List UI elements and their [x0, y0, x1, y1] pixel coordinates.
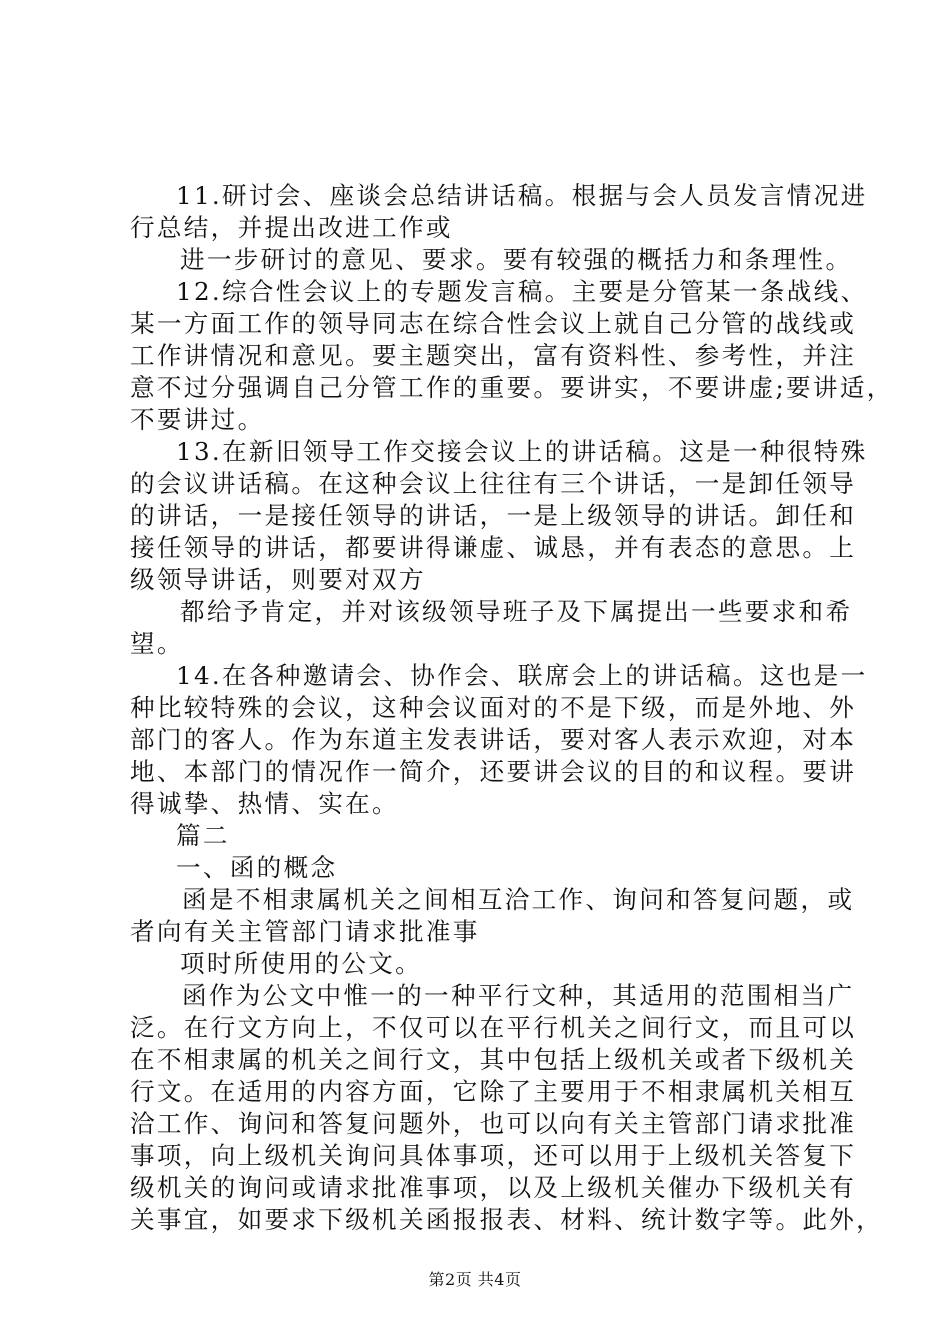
body-line: 函是不相隶属机关之间相互洽工作、询问和答复问题，或	[182, 885, 855, 914]
body-line: 级领导讲话，则要对双方	[130, 565, 426, 594]
body-line: 洽工作、询问和答复问题外，也可以向有关主管部门请求批准	[130, 1109, 857, 1138]
page-number: 第2页 共4页	[428, 1270, 522, 1289]
body-line: 者向有关主管部门请求批准事	[130, 917, 480, 946]
body-line: 某一方面工作的领导同志在综合性会议上就自己分管的战线或	[130, 309, 857, 338]
body-line: 11.研讨会、座谈会总结讲话稿。根据与会人员发言情况进	[176, 181, 868, 210]
body-line: 级机关的询问或请求批准事项，以及上级机关催办下级机关有	[130, 1173, 857, 1202]
body-line: 项时所使用的公文。	[180, 949, 423, 978]
body-line: 12.综合性会议上的专题发言稿。主要是分管某一条战线、	[176, 277, 868, 306]
body-line: 种比较特殊的会议，这种会议面对的不是下级，而是外地、外	[130, 693, 857, 722]
body-line: 部门的客人。作为东道主发表讲话，要对客人表示欢迎，对本	[130, 725, 857, 754]
body-line: 的讲话，一是接任领导的讲话，一是上级领导的讲话。卸任和	[130, 501, 857, 530]
body-line: 13.在新旧领导工作交接会议上的讲话稿。这是一种很特殊	[176, 437, 868, 466]
body-line: 得诚挚、热情、实在。	[130, 789, 399, 818]
body-line: 泛。在行文方向上，不仅可以在平行机关之间行文，而且可以	[130, 1013, 857, 1042]
body-line: 进一步研讨的意见、要求。要有较强的概括力和条理性。	[180, 245, 853, 274]
body-line: 函作为公文中惟一的一种平行文种，其适用的范围相当广	[182, 981, 855, 1010]
body-line: 关事宜，如要求下级机关函报报表、材料、统计数字等。此外，	[130, 1205, 884, 1234]
section-heading: 篇二	[176, 821, 230, 850]
body-line: 事项，向上级机关询问具体事项，还可以用于上级机关答复下	[130, 1141, 857, 1170]
body-line: 行文。在适用的内容方面，它除了主要用于不相隶属机关相互	[130, 1077, 857, 1106]
body-line: 望。	[130, 629, 184, 658]
body-line: 工作讲情况和意见。要主题突出，富有资料性、参考性，并注	[130, 341, 857, 370]
body-line: 行总结，并提出改进工作或	[130, 213, 453, 242]
body-line: 意不过分强调自己分管工作的重要。要讲实，不要讲虚;要讲适，	[130, 373, 894, 402]
body-line: 接任领导的讲话，都要讲得谦虚、诚恳，并有表态的意思。上	[130, 533, 857, 562]
body-line: 14.在各种邀请会、协作会、联席会上的讲话稿。这也是一	[176, 661, 868, 690]
body-line: 不要讲过。	[130, 405, 265, 434]
body-line: 地、本部门的情况作一简介，还要讲会议的目的和议程。要讲	[130, 757, 857, 786]
section-subheading: 一、函的概念	[176, 853, 338, 882]
body-line: 的会议讲话稿。在这种会议上往往有三个讲话，一是卸任领导	[130, 469, 857, 498]
body-line: 都给予肯定，并对该级领导班子及下属提出一些要求和希	[180, 597, 853, 626]
body-line: 在不相隶属的机关之间行文，其中包括上级机关或者下级机关	[130, 1045, 857, 1074]
